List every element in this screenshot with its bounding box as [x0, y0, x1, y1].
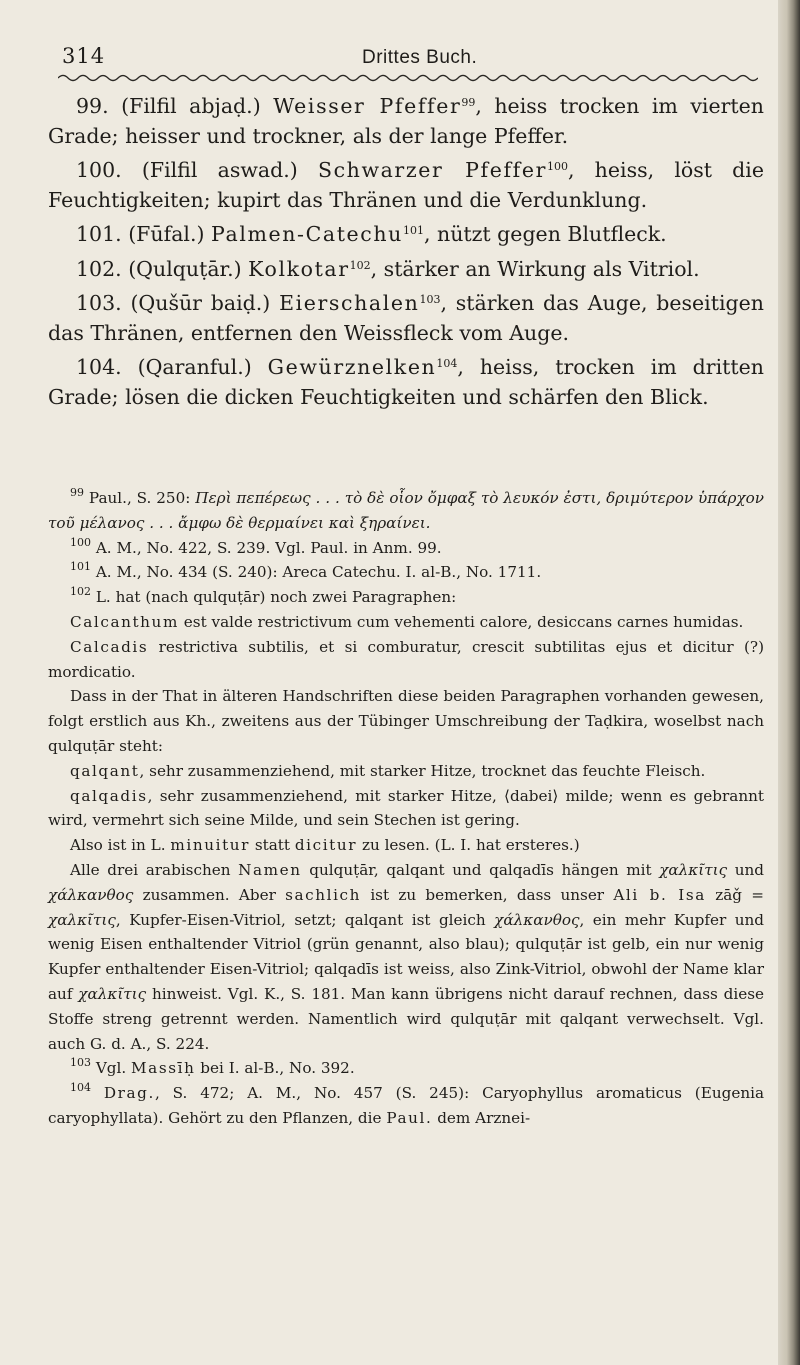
footnote-text: Vgl.	[95, 1059, 132, 1078]
footnote-text: zusammen. Aber	[133, 885, 286, 904]
footnote-ref: 100	[546, 160, 568, 173]
paragraph-101	[48, 220, 764, 250]
footnote-text: ist zu bemerken, dass unser	[361, 885, 614, 904]
footnote-text: , S. 472; A. M., No. 457 (S. 245): Caryophyllus aromaticus (Eugenia caryophyllata). Gehört zu den Pflanzen, die	[48, 1084, 765, 1127]
emphasis: sachlich	[285, 885, 362, 904]
author-name: Massīḥ	[131, 1059, 196, 1078]
drug-name: Eierschalen	[279, 291, 420, 315]
para-text: , heiss, trocken im dritten Grade; lösen die dicken Feuchtigkeiten und schärfen den Blick.	[48, 355, 764, 409]
para-text: , heiss, löst die Feuchtigkeiten; kupirt das Thränen und die Verdunklung.	[48, 158, 764, 212]
para-number: 99.	[76, 94, 109, 118]
calcadis-paragraph	[48, 635, 764, 685]
para-number: 101.	[76, 222, 122, 246]
footnote-102	[48, 585, 764, 610]
book-spine-edge	[778, 0, 800, 1365]
greek-quote: Περὶ πεπέρεως . . . τὸ δὲ οἷον ὄμφαξ τὸ λευκόν ἐστι, δριμύτερον ὑπάρχον τοῦ μέλανος . . . ἄμφω δὲ θερμαίνει καὶ ξηραίνει.	[48, 489, 764, 532]
drug-name: Kolkotar	[248, 256, 350, 281]
footnote-number: 101	[70, 560, 91, 574]
page-number: 314	[62, 44, 106, 68]
footnote-text: Alle drei arabischen	[70, 860, 239, 879]
qalqant-paragraph	[48, 759, 764, 784]
author-name: Drag.	[103, 1084, 155, 1103]
author-name: Paul.	[386, 1108, 433, 1127]
footnotes	[48, 486, 764, 1131]
footnote-text: und	[727, 860, 764, 879]
arabic-term: (Qušūr baiḍ.)	[130, 291, 271, 315]
arabic-term: (Filfil abjaḍ.)	[121, 94, 261, 118]
latin-term: minuitur	[170, 836, 251, 855]
footnote-number: 99	[70, 486, 84, 499]
latin-term: Calcanthum	[70, 612, 179, 631]
footnote-ref: 99	[461, 96, 476, 109]
footnote-text: , sehr zusammenziehend, mit starker Hitze, ⟨dabei⟩ milde; wenn es gebrannt wird, vermehrt sich seine Milde, und sein Stechen ist gering.	[48, 786, 764, 830]
drug-name: Palmen-Catechu	[211, 222, 403, 246]
para-text: , stärker an Wirkung als Vitriol.	[370, 256, 700, 281]
arabic-term: (Filfil aswad.)	[141, 158, 298, 182]
footnote-text: restrictiva subtilis, et si comburatur, crescit subtilitas ejus et dicitur (?) mordicatio.	[48, 637, 764, 681]
paragraph-99	[48, 92, 764, 151]
para-number: 100.	[76, 158, 122, 182]
footnote-text: hinweist. Vgl. K., S. 181. Man kann übrigens nicht darauf rechnen, dass diese Stoffe streng getrennt werden. Namentlich wird qulquṭār mit qalqant verwechselt. Vgl. auch G. d. A., S. 224.	[48, 984, 764, 1053]
main-text	[48, 92, 764, 412]
footnote-text: L. hat (nach qulquṭār) noch zwei Paragraphen:	[95, 588, 457, 607]
arabic-term: (Qaranful.)	[137, 355, 252, 379]
para-number: 104.	[76, 355, 122, 379]
footnote-text: , ein mehr Kupfer und wenig Eisen enthaltender Vitriol (grün genannt, also blau); qulquṭār ist gelb, ein nur wenig Kupfer enthaltender Eisen-Vitriol; qalqadīs ist weiss, also Zink-Vitriol, obwohl der Name klar auf	[48, 910, 764, 1003]
arabic-term: qalqadis	[70, 786, 148, 805]
footnote-ref: 102	[349, 258, 371, 272]
greek-word: χαλκῖτις	[48, 910, 116, 929]
qalqadis-paragraph	[48, 784, 764, 834]
latin-term: Calcadis	[70, 637, 149, 656]
para-number: 103.	[76, 291, 122, 315]
footnote-text: Also ist in L.	[70, 836, 171, 855]
footnote-text: dem Arznei-	[432, 1108, 531, 1127]
footnote-text: statt	[250, 836, 295, 855]
latin-term: dicitur	[294, 836, 358, 855]
footnote-103	[48, 1056, 764, 1081]
footnote-100	[48, 536, 764, 561]
paragraph-103	[48, 289, 764, 348]
footnote-ref: 104	[436, 357, 458, 370]
author-name: Ali b. Isa	[613, 885, 706, 904]
footnote-text: , Kupfer-Eisen-Vitriol, setzt; qalqant ist gleich	[115, 910, 495, 929]
footnote-104	[48, 1081, 764, 1131]
greek-word: χάλκανθος	[494, 910, 580, 929]
footnote-number: 102	[70, 585, 91, 599]
page-header	[62, 44, 752, 72]
footnote-text: est valde restrictivum cum vehementi calore, desiccans carnes humidas.	[178, 612, 744, 631]
footnote-ref: 101	[402, 224, 424, 237]
emphasis: Namen	[238, 860, 302, 879]
greek-word: χαλκῖτις	[78, 984, 147, 1003]
paragraph-102	[48, 255, 764, 285]
greek-word: χαλκῖτις	[659, 860, 728, 879]
wavy-rule	[58, 72, 758, 82]
greek-word: χάλκανθος	[48, 885, 134, 904]
footnote-ref: 103	[419, 293, 441, 306]
para-number: 102.	[76, 256, 122, 281]
footnote-number: 103	[70, 1056, 91, 1070]
footnote-text: bei I. al-B., No. 392.	[195, 1059, 355, 1078]
drug-name: Weisser Pfeffer	[273, 94, 462, 118]
arabic-term: qalqant	[70, 761, 140, 780]
para-text: , stärken das Auge, beseitigen das Thränen, entfernen den Weissfleck vom Auge.	[48, 291, 764, 345]
dass-paragraph	[48, 684, 764, 758]
running-title: Drittes Buch.	[362, 47, 478, 68]
para-text: , heiss trocken im vierten Grade; heisser und trockner, als der lange Pfeffer.	[48, 94, 764, 148]
footnote-text: A. M., No. 434 (S. 240): Areca Catechu. I. al-B., No. 1711.	[95, 563, 542, 582]
footnote-101	[48, 560, 764, 585]
footnote-text: A. M., No. 422, S. 239. Vgl. Paul. in Anm. 99.	[95, 538, 442, 557]
footnote-text: Paul., S. 250:	[88, 489, 196, 507]
footnote-text: Dass in der That in älteren Handschriften diese beiden Paragraphen vorhanden gewesen, folgt erstlich aus Kh., zweitens aus der Tübinger Umschreibung der Taḍkira, woselbst nach qulquṭār steht:	[48, 687, 764, 755]
footnote-99	[48, 486, 764, 536]
footnote-number: 100	[70, 535, 91, 549]
also-paragraph	[48, 833, 764, 858]
footnote-number: 104	[70, 1081, 91, 1095]
arabic-term: (Fūfal.)	[128, 222, 205, 246]
paragraph-104	[48, 353, 764, 412]
footnote-text: zu lesen. (L. I. hat ersteres.)	[357, 836, 580, 855]
drug-name: Gewürznelken	[267, 355, 437, 379]
footnote-text: , sehr zusammenziehend, mit starker Hitze, trocknet das feuchte Fleisch.	[139, 761, 706, 780]
paragraph-100	[48, 156, 764, 215]
drug-name: Schwarzer Pfeffer	[317, 158, 547, 182]
para-text: , nützt gegen Blutfleck.	[423, 222, 667, 246]
footnote-text: qulquṭār, qalqant und qalqadīs hängen mit	[301, 860, 660, 879]
footnote-text: zāǧ =	[705, 885, 764, 904]
calcanthum-paragraph	[48, 610, 764, 635]
alle-paragraph	[48, 858, 764, 1056]
arabic-term: (Qulquṭār.)	[128, 256, 242, 281]
